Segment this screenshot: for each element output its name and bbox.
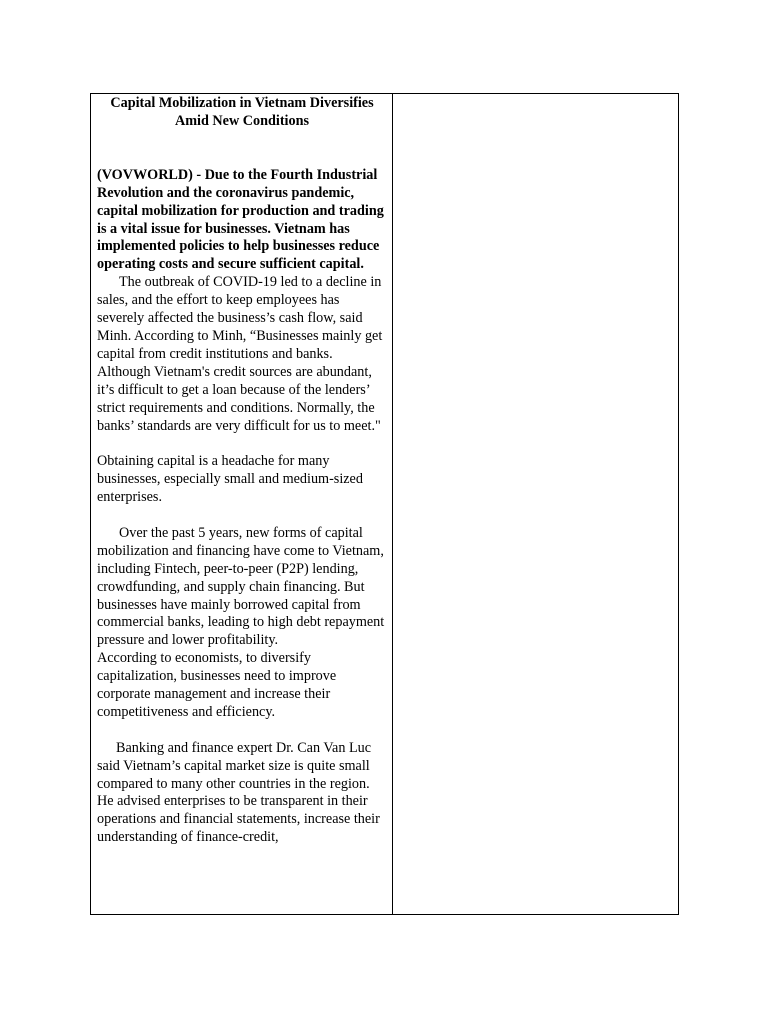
article-column <box>91 94 393 914</box>
spacer <box>97 131 387 167</box>
paragraph-6: He advised enterprises to be transparent in their operations and financial statements, increase their understanding of finance-credit, <box>97 793 380 846</box>
paragraph-4: According to economists, to diversify capitalization, businesses need to improve corporate management and increase their competitiveness and efficiency. <box>97 650 337 720</box>
spacer <box>97 722 387 740</box>
spacer <box>97 507 387 525</box>
article-title: Capital Mobilization in Vietnam Diversifies Amid New Conditions <box>110 95 374 129</box>
article-table <box>90 93 679 915</box>
paragraph-5: Banking and finance expert Dr. Can Van Luc said Vietnam’s capital market size is quite small compared to many other countries in the region. <box>97 739 372 792</box>
paragraph-1: The outbreak of COVID-19 led to a decline in sales, and the effort to keep employees has severely affected the business’s cash flow, said Minh. According to Minh, “Businesses mainly get capital from credit institutions and banks. Although Vietnam's credit sources are abundant, it’s difficult to get a loan because of the lenders’ strict requirements and conditions. Normally, the banks’ standards are very difficult for us to meet." <box>97 274 383 434</box>
paragraph-3: Over the past 5 years, new forms of capital mobilization and financing have come to Vietnam, including Fintech, peer-to-peer (P2P) lending, crowdfunding, and supply chain financing. But businesses have mainly borrowed capital from commercial banks, leading to high debt repayment pressure and lower profitability. <box>97 524 385 649</box>
spacer <box>97 435 387 453</box>
article-lead: (VOVWORLD) - Due to the Fourth Industrial Revolution and the coronavirus pandemic, capital mobilization for production and trading is a vital issue for businesses. Vietnam has implemented policies to help businesses reduce operating costs and secure sufficient capital. <box>97 166 384 273</box>
empty-column <box>393 94 678 914</box>
paragraph-2: Obtaining capital is a headache for many businesses, especially small and medium-sized enterprises. <box>97 453 363 506</box>
